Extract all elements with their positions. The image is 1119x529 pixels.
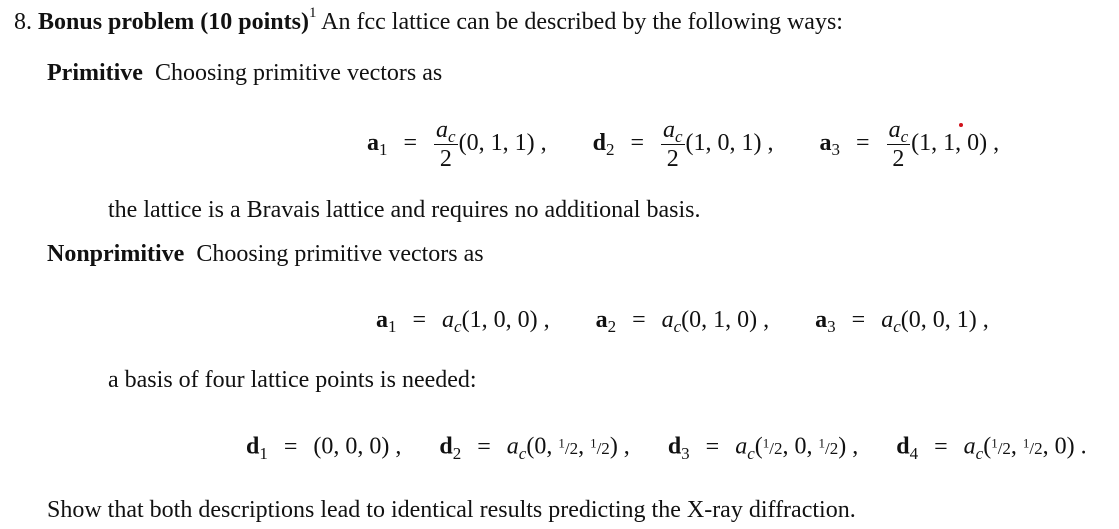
primitive-heading: Primitive <box>47 60 143 86</box>
basis-text: a basis of four lattice points is needed: <box>108 367 477 393</box>
primitive-text: Choosing primitive vectors as <box>154 60 443 86</box>
problem-intro: An fcc lattice can be described by the following ways: <box>321 9 843 35</box>
fraction-ac-over-2: $\frac{a_c}{2}$ <box>662 117 683 172</box>
closing-text: Show that both descriptions lead to identical results predicting the X-ray diffraction. <box>47 497 856 523</box>
primitive-equation: $a_1$ = $\frac{a_c}{2}$ (0, 1, 1) , $d_2$ = $\frac{a_c}{2}$ (1, 0, 1) , $a_3$ = $\frac{a_c}{2}$ (1, 1, 0) , <box>367 117 1000 172</box>
nonprimitive-text: Choosing primitive vectors as <box>196 241 484 267</box>
problem-header <box>14 1 843 37</box>
annotation-dot <box>959 123 963 127</box>
problem-number: 8. <box>14 9 32 35</box>
fraction-ac-over-2: $\frac{a_c}{2}$ <box>888 117 909 172</box>
nonprimitive-heading-line <box>47 239 484 269</box>
nonprimitive-heading: Nonprimitive <box>47 241 185 267</box>
primitive-heading-line <box>47 58 442 88</box>
footnote-mark: 1 <box>308 5 317 21</box>
fraction-ac-over-2: $\frac{a_c}{2}$ <box>436 117 456 172</box>
nonprimitive-equation: $a_1 = a_c(1$, 0, 0) , $a_2 = a_c(0$, 1, 0) , $a_3 = a_c(0$, 0, 1) , <box>376 307 989 336</box>
problem-title: Bonus problem (10 points) <box>38 9 309 35</box>
primitive-conclusion: the lattice is a Bravais lattice and requires no additional basis. <box>108 197 701 223</box>
basis-equation: $d_1 = (0$, 0, 0) , $d_2 = a_c(0$, $^1$/2, $^1$/2) , $d_3 = a_c(^1/2$, 0, $^1$/2) , $d_4 = a_c(^1/2$, $^1$/2, 0) . <box>246 433 1087 463</box>
